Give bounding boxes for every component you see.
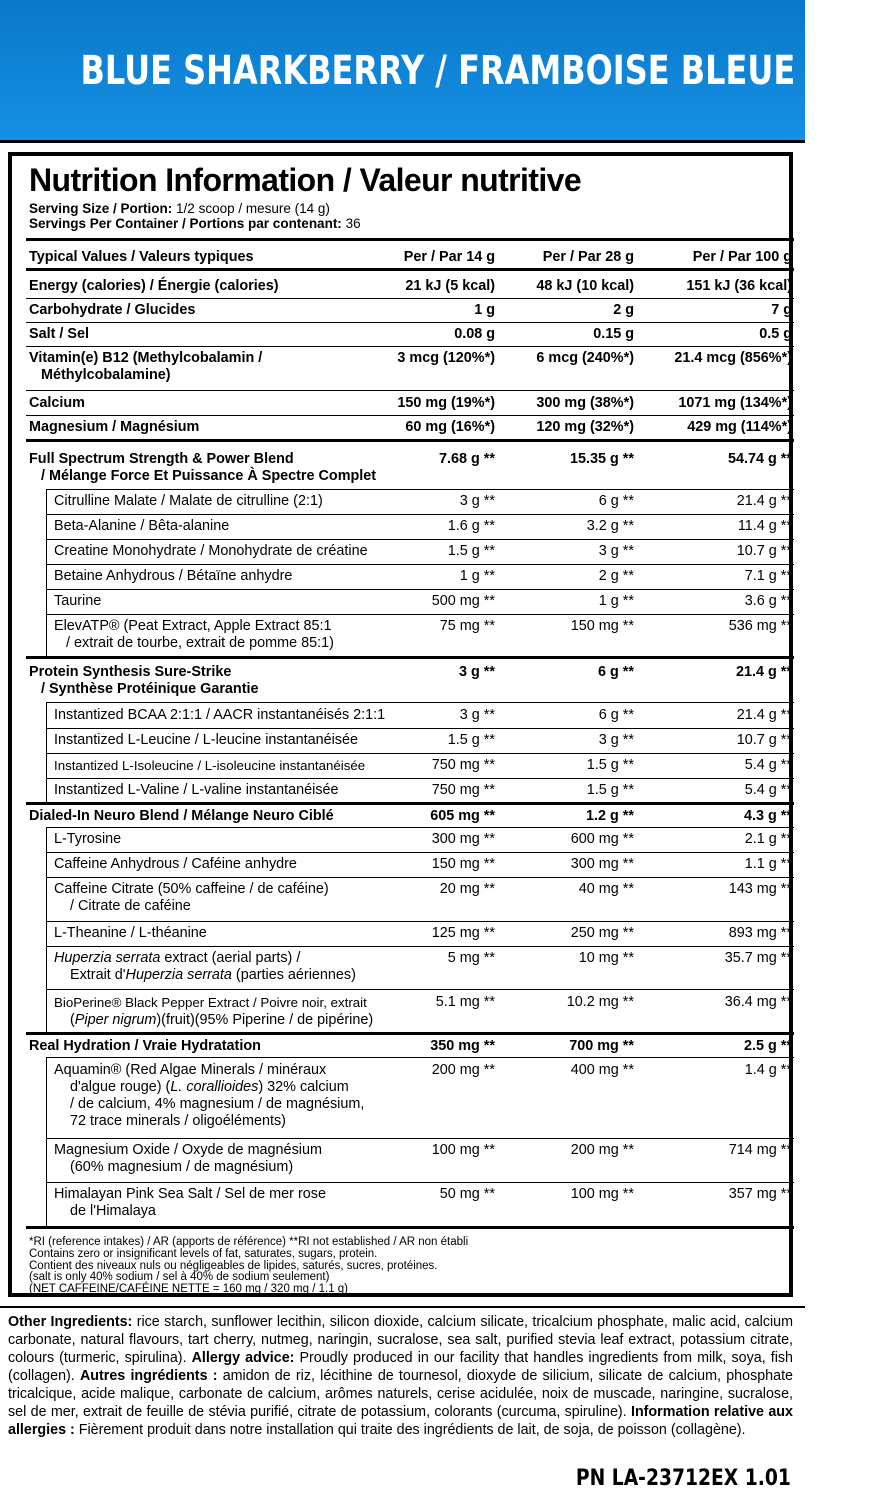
divider	[26, 439, 794, 442]
part-number: PN LA-23712EX 1.01	[576, 1466, 791, 1491]
divider	[26, 390, 794, 391]
serving-size: Serving Size / Portion: 1/2 scoop / mesure (14 g)	[29, 201, 330, 216]
other-ingredients: Other Ingredients: rice starch, sunflower lecithin, silicon dioxide, calcium silicate, tricalcium phosphate, malic acid, calcium carbonate, natural flavours, tart cherry, nutmeg, naringin, sucralose, sea salt, purified stevia leaf extract, potassium citrate, colours (turmeric, spirulina). Allergy advice: Proudly produced in our facility that handles ingredients from milk, soya, fish (collagen). Autres ingrédients : amidon de riz, lécithine de tournesol, dioxyde de silicium, silicate de calcium, phosphate tricalcique, acide malique, carbonate de calcium, arômes naturels, cerise acidulée, noix de muscade, naringine, sucralose, sel de mer, extrait de feuille de stévia purifié, citrate de potassium, colorants (curcuma, spiruline). Information relative aux allergies : Fièrement produit dans notre installation qui traite des ingrédients de lait, de soja, de poisson (collagène).	[8, 1314, 794, 1438]
nutrition-panel: Nutrition Information / Valeur nutritive Serving Size / Portion: 1/2 scoop / mesure (14 g) Servings Per Container / Portions par contenant: 36 Typical Values / Valeurs typiques Per / Par 14 g Per / Par 28 g Per / Par 100 g Energy (calories) / Énergie (calories) 21 kJ (5 kcal) 48 kJ (10 kcal) 151 kJ (36 kcal) Carbohydrate / Glucides 1 g 2 g 7 g Salt / Sel 0.08 g 0.15 g 0.5 g Vitamin(e) B12 (Methylcobalamin / Méthylcobalamine) 3 mcg (120%*) 6 mcg (240%*) 21.4 mcg (856%*) Calcium 150 mg (19%*) 300 mg (38%*) 1071 mg (134%*) Magnesium / Magnésium 60 mg (16%*) 120 mg (32%*) 429 mg (114%*) Full Spectrum Strength & Power Blend / Mélange Force Et Puissance À Spectre Complet 7.68 g ** 15.35 g ** 54.74 g ** Citrulline Malate / Malate de citrulline (2:1) 3 g ** 6 g ** 21.4 g ** Beta-Alanine / Bêta-alanine 1.6 g ** 3.2 g ** 11.4 g ** Creatine Monohydrate / Monohydrate de créatine 1.5 g ** 3 g ** 10.7 g ** Betaine Anhydrous / Bétaïne anhydre 1 g ** 2 g ** 7.1 g ** Taurine 500 mg ** 1 g ** 3.6 g ** ElevATP® (Peat Extract, Apple Extract 85:1 / extrait de tourbe, extrait de pomme 85:1) 75 mg ** 150 mg ** 536 mg ** Protein Synthesis Sure-Strike / Synthèse Protéinique Garantie 3 g ** 6 g ** 21.4 g ** Instantized BCAA 2:1:1 / AACR instantanéisés 2:1:1 3 g ** 6 g ** 21.4 g ** Instantized L-Leucine / L-leucine instantanéisée 1.5 g ** 3 g ** 10.7 g ** Instantized L-Isoleucine / L-isoleucine instantanéisée 750 mg ** 1.5 g ** 5.4 g ** Instantized L-Valine / L-valine instantanéisée 750 mg ** 1.5 g ** 5.4 g ** Dialed-In Neuro Blend / Mélange Neuro Ciblé 605 mg ** 1.2 g ** 4.3 g ** L-Tyrosine 300 mg ** 600 mg ** 2.1 g ** Caffeine Anhydrous / Caféine anhydre 150 mg ** 300 mg ** 1.1 g ** Caffeine Citrate (50% caffeine / de caféine) / Citrate de caféine 20 mg ** 40 mg ** 143 mg ** L-Theanine / L-théanine 125 mg ** 250 mg ** 893 mg ** Huperzia serrata extract (aerial parts) / Extrait d'Huperzia serrata (parties aériennes) 5 mg ** 10 mg ** 35.7 mg ** BioPerine® Black Pepper Extract / Poivre noir, extrait (Piper nigrum)(fruit)(95% Piperine / de pipérine) 5.1 mg ** 10.2 mg ** 36.4 mg ** Real Hydration / Vraie Hydratation 350 mg ** 700 mg ** 2.5 g ** Aquamin® (Red Algae Minerals / minéraux d'algue rouge) (L. corallioides) 32% calcium / de calcium, 4% magnesium / de magnésium, 72 trace minerals / oligoéléments) 200 mg ** 400 mg ** 1.4 g ** Magnesium Oxide / Oxyde de magnésium (60% magnesium / de magnésium) 100 mg ** 200 mg ** 714 mg ** Himalayan Pink Sea Salt / Sel de mer rose de l'Himalaya 50 mg ** 100 mg ** 357 mg ** *RI (reference intakes) / AR (apports de référence) **RI not established / AR non établi Contains zero or insignificant levels of fat, saturates, sugars, protein. Contient des niveaux nuls ou négligeables de lipides, saturés, sucres, protéines. (salt is only 40% sodium / sel à 40% de sodium seulement) (NET CAFFEINE/CAFÉINE NETTE = 160 mg / 320 mg / 1.1 g)	[8, 152, 793, 1297]
divider	[46, 921, 794, 922]
divider	[26, 322, 794, 323]
divider	[46, 1138, 794, 1139]
divider	[26, 238, 794, 241]
divider	[46, 514, 794, 515]
divider	[46, 728, 794, 729]
divider	[46, 946, 794, 947]
footnotes: *RI (reference intakes) / AR (apports de référence) **RI not established / AR non établi Contains zero or insignificant levels of fat, saturates, sugars, protein. Contient des niveaux nuls ou négligeables de lipides, saturés, sucres, protéines. (salt is only 40% sodium / sel à 40% de sodium seulement) (NET CAFFEINE/CAFÉINE NETTE = 160 mg / 320 mg / 1.1 g)	[29, 1236, 469, 1296]
divider	[26, 415, 794, 416]
divider	[46, 852, 794, 853]
divider	[26, 802, 794, 805]
indent-rule	[46, 489, 47, 657]
divider	[0, 1306, 805, 1308]
divider	[46, 702, 794, 703]
divider	[26, 298, 794, 299]
divider	[26, 346, 794, 347]
divider	[26, 656, 794, 659]
divider	[46, 589, 794, 590]
divider	[46, 614, 794, 615]
divider	[46, 539, 794, 540]
servings-per-container: Servings Per Container / Portions par contenant: 36	[29, 216, 361, 231]
divider	[46, 989, 794, 990]
divider	[46, 753, 794, 754]
divider	[46, 489, 794, 490]
divider	[26, 268, 794, 271]
nutrition-title: Nutrition Information / Valeur nutritive	[29, 162, 582, 198]
divider	[46, 827, 794, 828]
flavour-title: BLUE SHARKBERRY / FRAMBOISE BLEUE VIVE	[80, 48, 890, 94]
indent-rule	[46, 702, 47, 802]
divider	[46, 1057, 794, 1058]
divider	[46, 877, 794, 878]
divider	[26, 1226, 794, 1229]
divider	[46, 564, 794, 565]
divider	[26, 1032, 794, 1035]
divider	[46, 1182, 794, 1183]
indent-rule	[46, 1057, 47, 1227]
flavour-banner	[0, 0, 890, 143]
indent-rule	[46, 827, 47, 1033]
divider	[46, 778, 794, 779]
